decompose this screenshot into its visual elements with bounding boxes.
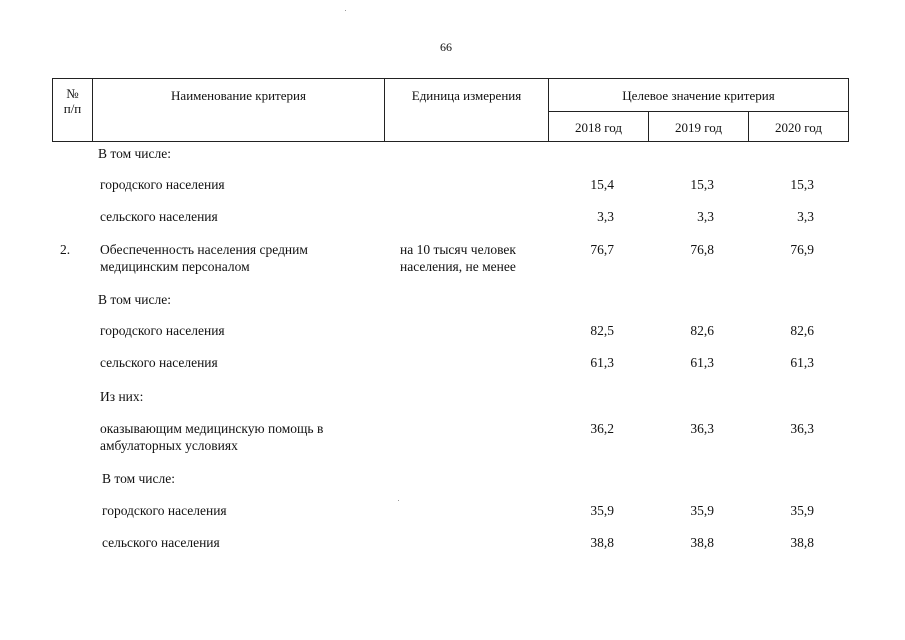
value-cell-2018: 35,9 [590,503,614,518]
value-cell-2019: 38,8 [690,535,714,550]
criterion-name: Обеспеченность населения средним [100,242,308,257]
header-num [53,86,92,116]
scan-speck [345,10,346,11]
value-cell-2020: 61,3 [790,355,814,370]
unit-of-measure: на 10 тысяч человек [400,242,516,257]
criterion-name: В том числе: [102,471,175,486]
header-year-2018: 2018 год [575,120,622,135]
criterion-name: медицинским персоналом [100,259,250,274]
header-year-2019: 2019 год [675,120,722,135]
row-number: 2. [60,242,71,257]
criterion-name: городского населения [100,323,225,338]
value-cell-2018: 38,8 [590,535,614,550]
criterion-name: сельского населения [102,535,220,550]
value-cell-2018: 15,4 [590,177,614,192]
header-name: Наименование критерия [171,88,306,103]
value-cell-2020: 36,3 [790,421,814,436]
header-num-line-2: п/п [63,101,82,116]
value-cell-2019: 35,9 [690,503,714,518]
value-cell-2020: 35,9 [790,503,814,518]
header-num-line-1: № [66,86,79,101]
value-cell-2020: 76,9 [790,242,814,257]
header-target: Целевое значение критерия [622,88,775,103]
page-number: 66 [440,40,452,54]
value-cell-2020: 38,8 [790,535,814,550]
criterion-name: оказывающим медицинскую помощь в [100,421,324,436]
value-cell-2019: 36,3 [690,421,714,436]
value-cell-2018: 76,7 [590,242,614,257]
value-cell-2019: 3,3 [697,209,714,224]
criterion-name: Из них: [100,389,144,404]
criterion-name: В том числе: [98,146,171,161]
header-year-2020: 2020 год [775,120,822,135]
scan-speck [398,500,399,501]
criterion-name: амбулаторных условиях [100,438,238,453]
criterion-name: сельского населения [100,209,218,224]
value-cell-2019: 15,3 [690,177,714,192]
value-cell-2018: 82,5 [590,323,614,338]
value-cell-2019: 82,6 [690,323,714,338]
header-unit: Единица измерения [411,88,522,103]
value-cell-2020: 15,3 [790,177,814,192]
value-cell-2020: 3,3 [797,209,814,224]
value-cell-2018: 3,3 [597,209,614,224]
header-bottom-border [52,141,849,142]
table-right-border [848,78,849,142]
value-cell-2019: 76,8 [690,242,714,257]
criterion-name: В том числе: [98,292,171,307]
criterion-name: городского населения [102,503,227,518]
criterion-name: сельского населения [100,355,218,370]
table-top-border [52,78,849,79]
value-cell-2020: 82,6 [790,323,814,338]
unit-of-measure: населения, не менее [400,259,516,274]
target-subheader-divider [548,111,849,112]
value-cell-2018: 36,2 [590,421,614,436]
value-cell-2019: 61,3 [690,355,714,370]
criterion-name: городского населения [100,177,225,192]
value-cell-2018: 61,3 [590,355,614,370]
